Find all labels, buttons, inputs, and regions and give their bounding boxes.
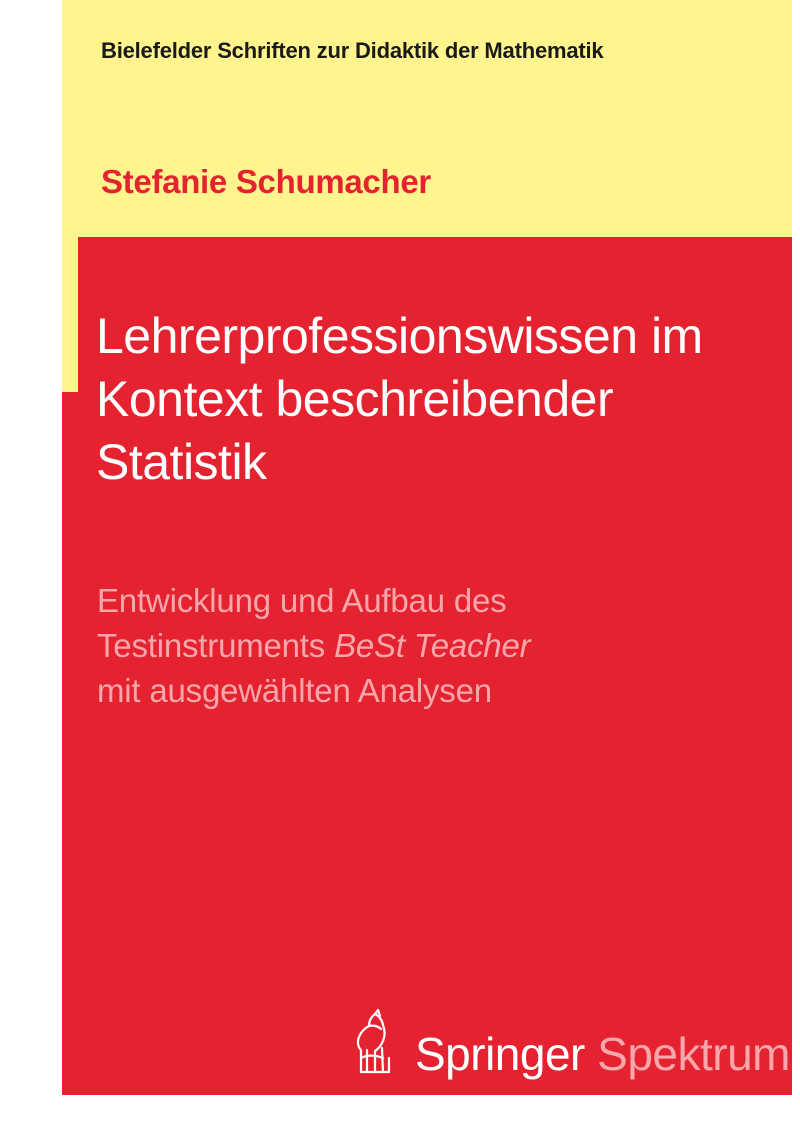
author-name: Stefanie Schumacher <box>101 163 431 200</box>
book-subtitle <box>97 578 717 713</box>
subtitle-line-1: Entwicklung und Aufbau des <box>97 582 507 619</box>
publisher-name-secondary: Spektrum <box>584 1028 791 1080</box>
header-band <box>0 0 800 237</box>
bottom-white-margin <box>0 1095 800 1135</box>
subtitle-instrument-name: BeSt Teacher <box>334 627 531 664</box>
research-badge <box>736 0 792 237</box>
publisher-name-primary: Springer <box>415 1028 585 1080</box>
research-badge-label <box>736 0 776 22</box>
subtitle-line-2-prefix: Testinstruments <box>97 627 335 664</box>
series-title: Bielefelder Schriften zur Didaktik der Mathematik <box>101 38 604 63</box>
springer-horse-icon <box>345 1008 409 1080</box>
left-white-margin <box>0 0 62 1135</box>
right-white-margin <box>792 0 800 1135</box>
publisher-logo <box>345 1000 790 1080</box>
publisher-wordmark <box>415 1028 790 1080</box>
book-title: Lehrerprofessionswissen im Kontext beschreibender Statistik <box>96 308 703 490</box>
subtitle-line-3: mit ausgewählten Analysen <box>97 672 492 709</box>
header-band-notch <box>62 237 78 392</box>
